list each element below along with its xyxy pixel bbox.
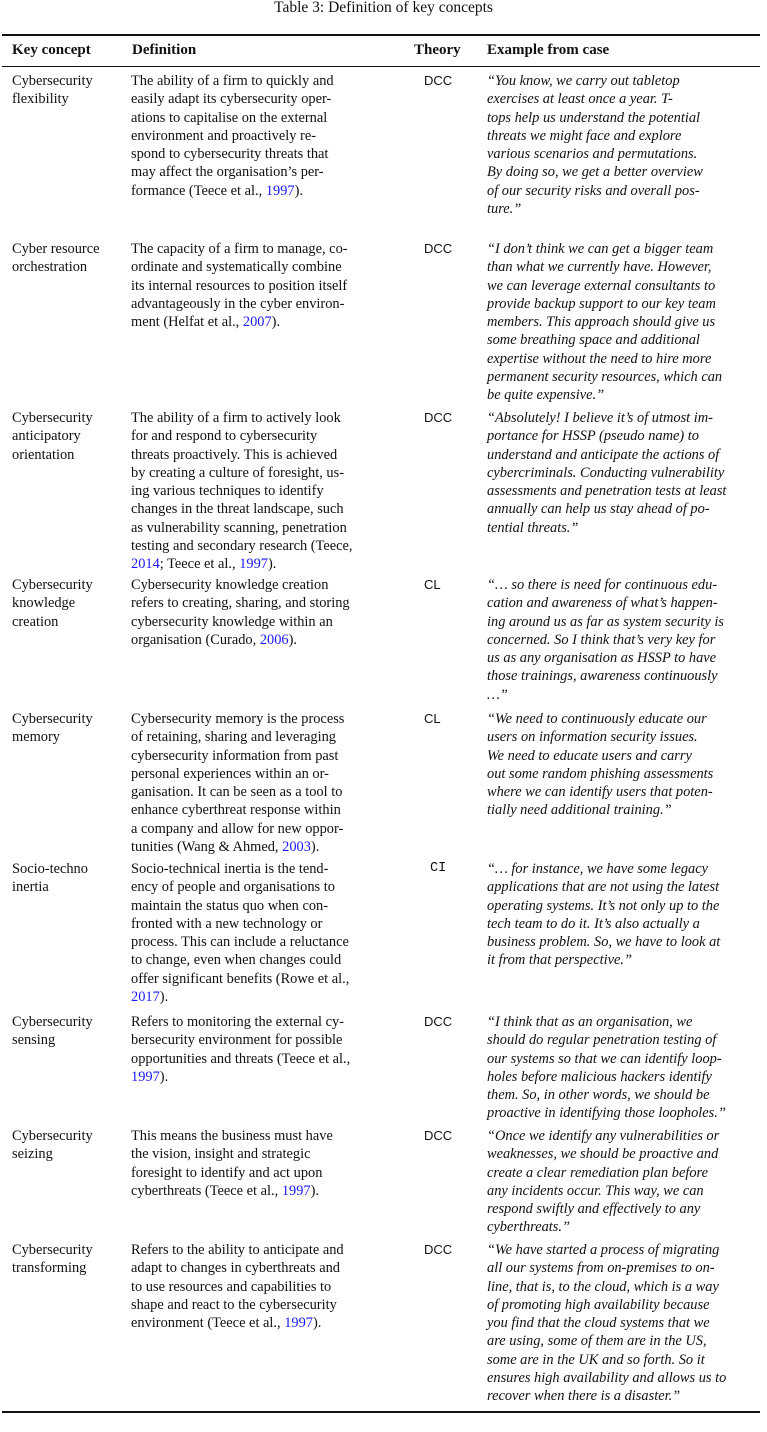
example-line: tech team to do it. It’s also actually a: [487, 915, 700, 932]
definition-cell: [131, 409, 353, 574]
definition-line: easily adapt its cybersecurity oper-: [131, 91, 332, 108]
key-concept-line: orientation: [12, 446, 75, 463]
example-line: cybercriminals. Conducting vulnerability: [487, 464, 725, 481]
definition-line: maintain the status quo when con-: [131, 897, 329, 914]
example-line: create a clear remediation plan before: [487, 1164, 708, 1181]
definition-line: to use resources and capabilities to: [131, 1278, 332, 1295]
definition-line: ment (Helfat et al., 2007).: [131, 314, 281, 331]
example-cell: [487, 240, 722, 405]
example-line: members. This approach should give us: [487, 314, 716, 331]
example-line: tially need additional training.”: [487, 802, 672, 819]
definition-line: as vulnerability scanning, penetration: [131, 519, 347, 536]
definition-line: ganisation. It can be seen as a tool to: [131, 784, 343, 801]
citation-year-link[interactable]: 1997: [265, 182, 295, 199]
example-line: than what we currently have. However,: [487, 259, 712, 276]
definition-line: ordinate and systematically combine: [131, 259, 342, 276]
example-line: “I don’t think we can get a bigger team: [487, 241, 714, 257]
example-line: out some random phishing assessments: [487, 765, 714, 782]
example-line: We need to educate users and carry: [487, 747, 692, 764]
example-line: concerned. So I think that’s very key for: [487, 631, 716, 648]
example-line: “We need to continuously educate our: [487, 711, 707, 727]
example-line: various scenarios and permutations.: [487, 146, 698, 163]
example-line: holes before malicious hackers identify: [487, 1068, 712, 1085]
example-line: cation and awareness of what’s happen-: [487, 595, 718, 612]
citation-year-link[interactable]: 2014: [131, 556, 160, 573]
definition-line: enhance cyberthreat response within: [131, 802, 341, 819]
example-line: proactive in identifying those loopholes.”: [487, 1105, 726, 1122]
definition-line: personal experiences within an or-: [131, 765, 329, 782]
example-line: should do regular penetration testing of: [487, 1032, 717, 1049]
key-concept-line: seizing: [12, 1146, 53, 1163]
theory-cell: DCC: [424, 410, 453, 425]
definition-line: cybersecurity knowledge within an: [131, 613, 333, 630]
example-cell: [487, 860, 720, 970]
definition-line: testing and secondary research (Teece,: [131, 538, 353, 555]
definition-line: Refers to monitoring the external cy-: [131, 1014, 344, 1030]
definition-line: adapt to changes in cyberthreats and: [131, 1260, 340, 1277]
key-concept-line: Cyber resource: [12, 241, 100, 257]
definition-line: The ability of a firm to quickly and: [131, 73, 334, 89]
citation-year-link[interactable]: 2006: [259, 631, 289, 648]
key-concept-line: orchestration: [12, 259, 88, 276]
example-line: be quite expensive.”: [487, 387, 605, 404]
key-concept-line: Cybersecurity: [12, 1014, 93, 1030]
example-cell: [487, 710, 713, 820]
definition-line: Socio-technical inertia is the tend-: [131, 861, 329, 877]
theory-cell: CI: [430, 861, 447, 876]
definition-line: opportunities and threats (Teece et al.,: [131, 1050, 351, 1067]
key-concept-line: memory: [12, 729, 60, 746]
example-line: users on information security issues.: [487, 729, 698, 746]
key-concept-line: flexibility: [12, 91, 69, 108]
definition-line: organisation (Curado, 2006).: [131, 631, 297, 648]
definition-line: its internal resources to position itself: [131, 277, 348, 294]
definition-line: by creating a culture of foresight, us-: [131, 464, 344, 481]
definition-line: advantageously in the cyber environ-: [131, 295, 345, 312]
example-line: assessments and penetration tests at least: [487, 483, 727, 500]
example-line: our systems so that we can identify loop-: [487, 1050, 722, 1067]
example-line: us as any organisation as HSSP to have: [487, 650, 717, 667]
key-concept-line: inertia: [12, 879, 49, 896]
key-concept-line: Cybersecurity: [12, 73, 93, 89]
key-concept-cell: [12, 1127, 93, 1164]
definition-line: the vision, insight and strategic: [131, 1146, 311, 1163]
theory-cell: DCC: [424, 73, 453, 88]
example-line: we can leverage external consultants to: [487, 277, 716, 294]
example-line: weaknesses, we should be proactive and: [487, 1146, 719, 1163]
example-line: any incidents occur. This way, we can: [487, 1182, 704, 1199]
definition-line: This means the business must have: [131, 1128, 333, 1144]
key-concept-cell: [12, 1241, 93, 1278]
example-line: annually can help us stay ahead of po-: [487, 501, 710, 518]
header-bottom-rule: [2, 66, 760, 67]
definition-line: cyberthreats (Teece et al., 1997).: [131, 1182, 319, 1199]
definition-cell: [131, 860, 349, 1006]
definition-line: shape and react to the cybersecurity: [131, 1296, 337, 1313]
definition-line: 2017).: [131, 989, 169, 1006]
example-line: of promoting high availability because: [487, 1296, 710, 1313]
definition-line: bersecurity environment for possible: [131, 1032, 343, 1049]
example-line: threats we might face and explore: [487, 127, 682, 144]
header-theory: Theory: [414, 42, 461, 58]
header-definition: Definition: [132, 42, 197, 58]
definition-line: The ability of a firm to actively look: [131, 410, 341, 426]
example-line: them. So, in other words, we should be: [487, 1087, 710, 1104]
citation-year-link[interactable]: 1997: [284, 1315, 313, 1332]
example-line: are using, some of them are in the US,: [487, 1333, 707, 1350]
example-line: ing around us as far as system security is: [487, 613, 724, 630]
example-cell: [487, 1127, 719, 1237]
key-concept-line: knowledge: [12, 595, 76, 612]
definition-cell: [131, 576, 350, 649]
key-concept-line: Cybersecurity: [12, 410, 93, 426]
definition-line: process. This can include a reluctance: [131, 934, 349, 951]
definition-line: tunities (Wang & Ahmed, 2003).: [131, 839, 320, 856]
example-line: provide backup support to our key team: [487, 295, 716, 312]
example-line: exercises at least once a year. T-: [487, 91, 673, 108]
definition-line: Refers to the ability to anticipate and: [131, 1242, 344, 1258]
example-line: all our systems from on-premises to on-: [487, 1260, 715, 1277]
example-line: recover when there is a disaster.”: [487, 1388, 681, 1405]
example-line: operating systems. It’s not only up to the: [487, 897, 720, 914]
definition-line: formance (Teece et al., 1997).: [131, 182, 303, 199]
definition-line: ations to capitalise on the external: [131, 109, 328, 126]
example-cell: [487, 576, 724, 704]
example-cell: [487, 1013, 726, 1123]
key-concept-line: sensing: [12, 1032, 56, 1049]
key-concept-line: transforming: [12, 1260, 87, 1277]
key-concept-line: Socio-techno: [12, 861, 88, 877]
theory-cell: DCC: [424, 1128, 453, 1143]
definition-line: offer significant benefits (Rowe et al.,: [131, 970, 350, 987]
table-bottom-rule: [2, 1411, 760, 1413]
example-line: “… so there is need for continuous edu-: [487, 577, 718, 593]
example-line: cyberthreats.”: [487, 1219, 570, 1236]
example-line: …”: [487, 686, 508, 703]
key-concept-cell: [12, 1013, 93, 1050]
definition-line: for and respond to cybersecurity: [131, 428, 318, 445]
example-line: “… for instance, we have some legacy: [487, 861, 709, 877]
definition-cell: [131, 1013, 350, 1086]
definition-cell: [131, 710, 344, 856]
theory-cell: DCC: [424, 241, 453, 256]
key-concept-cell: [12, 860, 88, 897]
citation-year-link[interactable]: 2007: [242, 314, 272, 331]
citation-year-link[interactable]: 2017: [131, 989, 160, 1006]
definition-line: spond to cybersecurity threats that: [131, 146, 329, 163]
key-concept-line: anticipatory: [12, 428, 81, 445]
definition-line: may affect the organisation’s per-: [131, 164, 324, 181]
definition-line: environment (Teece et al., 1997).: [131, 1315, 322, 1332]
theory-cell: DCC: [424, 1242, 453, 1257]
example-line: of our security risks and overall pos-: [487, 182, 700, 199]
definition-line: foresight to identify and act upon: [131, 1164, 323, 1181]
example-line: “Absolutely! I believe it’s of utmost im-: [487, 410, 713, 426]
definition-line: changes in the threat landscape, such: [131, 501, 344, 518]
header-example: Example from case: [487, 42, 610, 58]
example-line: it from that perspective.”: [487, 952, 632, 969]
key-concept-cell: [12, 409, 93, 464]
definition-line: to change, even when changes could: [131, 952, 342, 969]
example-line: you find that the cloud systems that we: [487, 1315, 710, 1332]
definition-line: ing various techniques to identify: [131, 483, 324, 500]
citation-year-link[interactable]: 1997: [281, 1182, 311, 1199]
example-line: permanent security resources, which can: [487, 369, 723, 386]
example-line: expertise without the need to hire more: [487, 350, 712, 367]
example-cell: [487, 72, 703, 218]
example-line: business problem. So, we have to look at: [487, 934, 721, 951]
definition-line: cybersecurity information from past: [131, 747, 339, 764]
key-concept-line: Cybersecurity: [12, 577, 93, 593]
example-cell: [487, 409, 726, 537]
example-line: tops help us understand the potential: [487, 109, 701, 126]
key-concept-cell: [12, 240, 100, 277]
example-line: portance for HSSP (pseudo name) to: [487, 428, 699, 445]
example-line: line, that is, to the cloud, which is a way: [487, 1278, 719, 1295]
definition-line: fronted with a new technology or: [131, 915, 323, 932]
key-concept-cell: [12, 72, 93, 109]
theory-cell: CL: [424, 711, 441, 726]
table-caption: Table 3: Definition of key concepts: [274, 0, 493, 16]
example-line: By doing so, we get a better overview: [487, 164, 703, 181]
key-concept-cell: [12, 710, 93, 747]
key-concept-line: creation: [12, 613, 59, 630]
definition-line: 1997).: [131, 1068, 169, 1085]
definition-cell: [131, 1127, 333, 1200]
definition-line: environment and proactively re-: [131, 127, 317, 144]
example-line: “I think that as an organisation, we: [487, 1014, 693, 1030]
citation-year-link[interactable]: 1997: [131, 1068, 160, 1085]
definition-line: The capacity of a firm to manage, co-: [131, 241, 348, 257]
example-line: ensures high availability and allows us to: [487, 1370, 727, 1387]
key-concept-line: Cybersecurity: [12, 1128, 93, 1144]
example-line: understand and anticipate the actions of: [487, 446, 720, 463]
table-top-rule: [2, 34, 760, 36]
example-line: tential threats.”: [487, 519, 579, 536]
theory-cell: DCC: [424, 1014, 453, 1029]
definition-cell: [131, 1241, 344, 1332]
example-line: “You know, we carry out tabletop: [487, 73, 680, 89]
definition-line: threats proactively. This is achieved: [131, 446, 338, 463]
definition-cell: [131, 72, 334, 200]
example-cell: [487, 1241, 726, 1406]
example-line: “Once we identify any vulnerabilities or: [487, 1128, 720, 1144]
definition-line: 2014; Teece et al., 1997).: [131, 556, 277, 573]
example-line: some are in the UK and so forth. So it: [487, 1351, 705, 1368]
example-line: applications that are not using the latest: [487, 879, 720, 896]
citation-year-link[interactable]: 2003: [282, 839, 311, 856]
example-line: ture.”: [487, 201, 522, 218]
definition-line: ency of people and organisations to: [131, 879, 335, 896]
example-line: where we can identify users that poten-: [487, 784, 713, 801]
example-line: “We have started a process of migrating: [487, 1242, 720, 1258]
key-concept-cell: [12, 576, 93, 631]
example-line: those trainings, awareness continuously: [487, 668, 718, 685]
definition-line: Cybersecurity memory is the process: [131, 711, 345, 727]
header-key-concept: Key concept: [12, 42, 91, 58]
key-concept-line: Cybersecurity: [12, 1242, 93, 1258]
definition-line: a company and allow for new oppor-: [131, 820, 344, 837]
definition-cell: [131, 240, 348, 331]
definition-line: refers to creating, sharing, and storing: [131, 595, 350, 612]
citation-year-link[interactable]: 1997: [239, 556, 268, 573]
theory-cell: CL: [424, 577, 441, 592]
example-line: respond swiftly and effectively to any: [487, 1201, 701, 1218]
definition-line: of retaining, sharing and leveraging: [131, 729, 336, 746]
example-line: some breathing space and additional: [487, 332, 700, 349]
definition-line: Cybersecurity knowledge creation: [131, 577, 329, 593]
key-concept-line: Cybersecurity: [12, 711, 93, 727]
